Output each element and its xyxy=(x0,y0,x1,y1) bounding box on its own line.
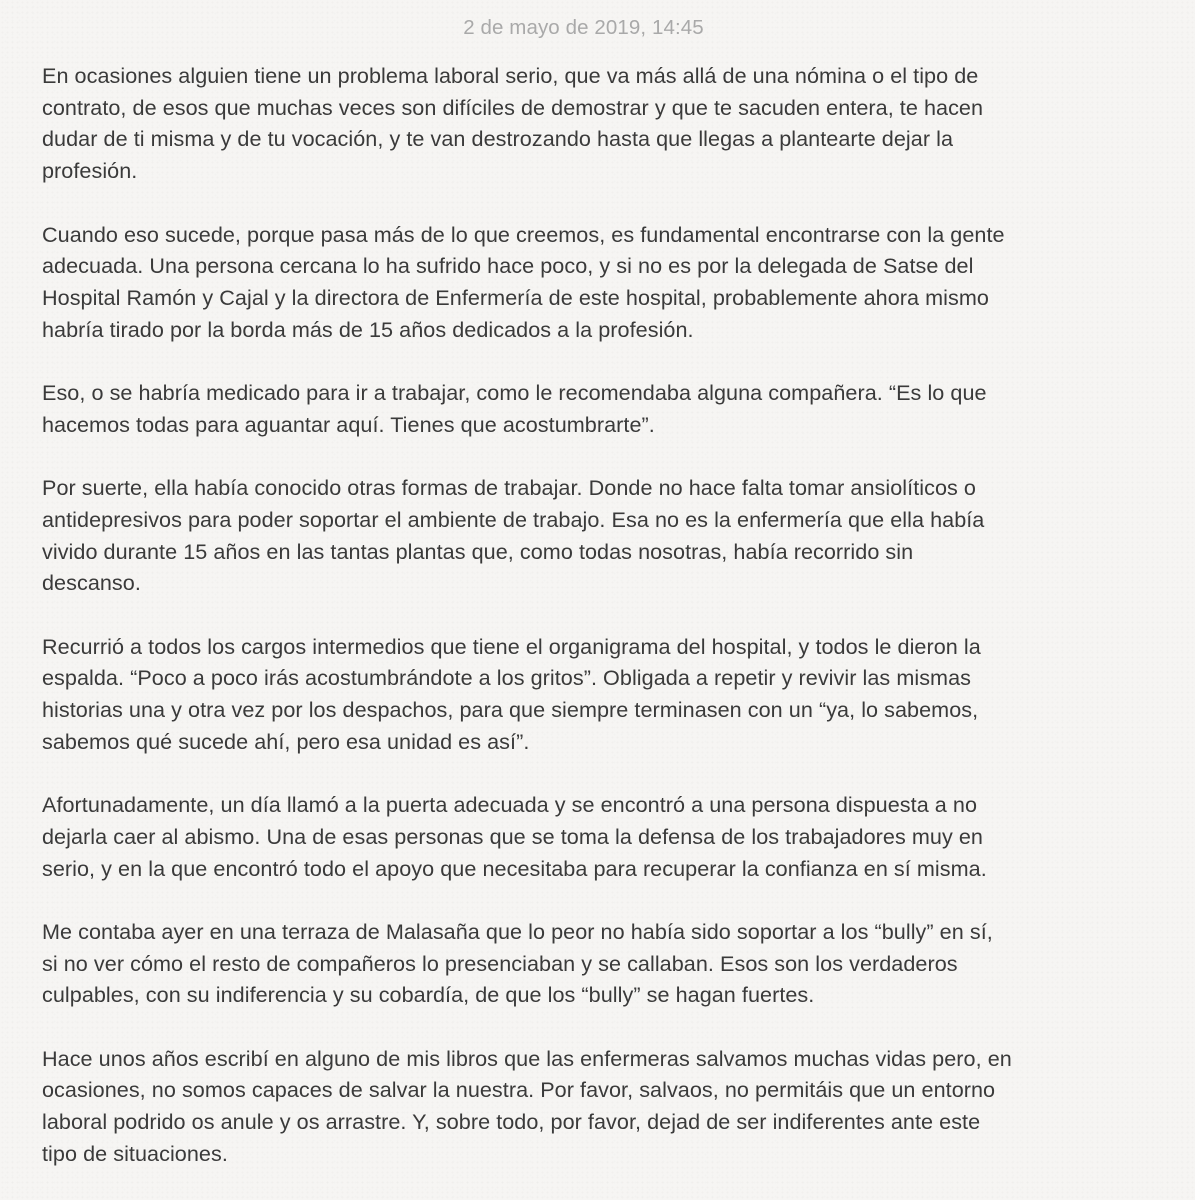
note-text-line: hacemos todas para aguantar aquí. Tienes que acostumbrarte”. xyxy=(42,411,655,437)
note-paragraph xyxy=(42,1043,1125,1170)
note-text-line: espalda. “Poco a poco irás acostumbrándote a los gritos”. Obligada a repetir y revivir las mismas xyxy=(42,665,971,691)
note-text-line: vivido durante 15 años en las tantas plantas que, como todas nosotras, había recorrido sin xyxy=(42,538,914,564)
note-text-line: profesión. xyxy=(42,158,138,184)
note-text-line: antidepresivos para poder soportar el ambiente de trabajo. Esa no es la enfermería que ella había xyxy=(42,506,985,532)
note-paragraph xyxy=(42,631,1125,758)
note-text-line: Me contaba ayer en una terraza de Malasaña que lo peor no había sido soportar a los “bully” en sí, xyxy=(42,918,993,944)
note-text-line: Afortunadamente, un día llamó a la puerta adecuada y se encontró a una persona dispuesta a no xyxy=(42,792,978,818)
note-text-line: serio, y en la que encontró todo el apoyo que necesitaba para recuperar la confianza en sí misma. xyxy=(42,855,987,881)
note-text-line: tipo de situaciones. xyxy=(42,1140,228,1166)
note-text-line: dudar de ti misma y de tu vocación, y te van destrozando hasta que llegas a plantearte dejar la xyxy=(42,126,954,152)
note-paragraph xyxy=(42,789,1125,884)
note-text-line: Hace unos años escribí en alguno de mis libros que las enfermeras salvamos muchas vidas pero, en xyxy=(42,1045,1012,1071)
note-text-line: descanso. xyxy=(42,570,141,596)
note-text-line: dejarla caer al abismo. Una de esas personas que se toma la defensa de los trabajadores muy en xyxy=(42,823,983,849)
note-body[interactable] xyxy=(42,60,1125,1170)
note-text-line: Hospital Ramón y Cajal y la directora de Enfermería de este hospital, probablemente ahora mismo xyxy=(42,284,989,310)
note-text-line: si no ver cómo el resto de compañeros lo presenciaban y se callaban. Esos son los verdaderos xyxy=(42,950,958,976)
note-text-line: contrato, de esos que muchas veces son difíciles de demostrar y que te sacuden entera, te hacen xyxy=(42,94,984,120)
note-text-line: adecuada. Una persona cercana lo ha sufrido hace poco, y si no es por la delegada de Satse del xyxy=(42,253,974,279)
note-text-line: Por suerte, ella había conocido otras formas de trabajar. Donde no hace falta tomar ansiolíticos o xyxy=(42,475,976,501)
note-text-line: habría tirado por la borda más de 15 años dedicados a la profesión. xyxy=(42,316,694,342)
note-paragraph xyxy=(42,472,1125,599)
note-text-line: laboral podrido os anule y os arrastre. Y, sobre todo, por favor, dejad de ser indiferentes ante este xyxy=(42,1109,981,1135)
note-paragraph xyxy=(42,60,1125,187)
note-text-line: Eso, o se habría medicado para ir a trabajar, como le recomendaba alguna compañera. “Es lo que xyxy=(42,380,987,405)
note-text-line: historias una y otra vez por los despachos, para que siempre terminasen con un “ya, lo sabemos, xyxy=(42,697,979,722)
note-text-line: ocasiones, no somos capaces de salvar la nuestra. Por favor, salvaos, no permitáis que un entorno xyxy=(42,1077,996,1103)
note-date: 2 de mayo de 2019, 14:45 xyxy=(463,16,704,39)
note-text-line: sabemos qué sucede ahí, pero esa unidad es así”. xyxy=(42,728,530,754)
note-paragraph xyxy=(42,377,1125,440)
note-text-line: En ocasiones alguien tiene un problema laboral serio, que va más allá de una nómina o el tipo de xyxy=(42,63,979,88)
note-text-line: Recurrió a todos los cargos intermedios que tiene el organigrama del hospital, y todos le dieron la xyxy=(42,633,981,659)
note-text-line: culpables, con su indiferencia y su cobardía, de que los “bully” se hagan fuertes. xyxy=(42,982,815,1008)
note-paragraph xyxy=(42,916,1125,1011)
note-paragraph xyxy=(42,219,1125,346)
note-text-line: Cuando eso sucede, porque pasa más de lo que creemos, es fundamental encontrarse con la gente xyxy=(42,221,1005,247)
